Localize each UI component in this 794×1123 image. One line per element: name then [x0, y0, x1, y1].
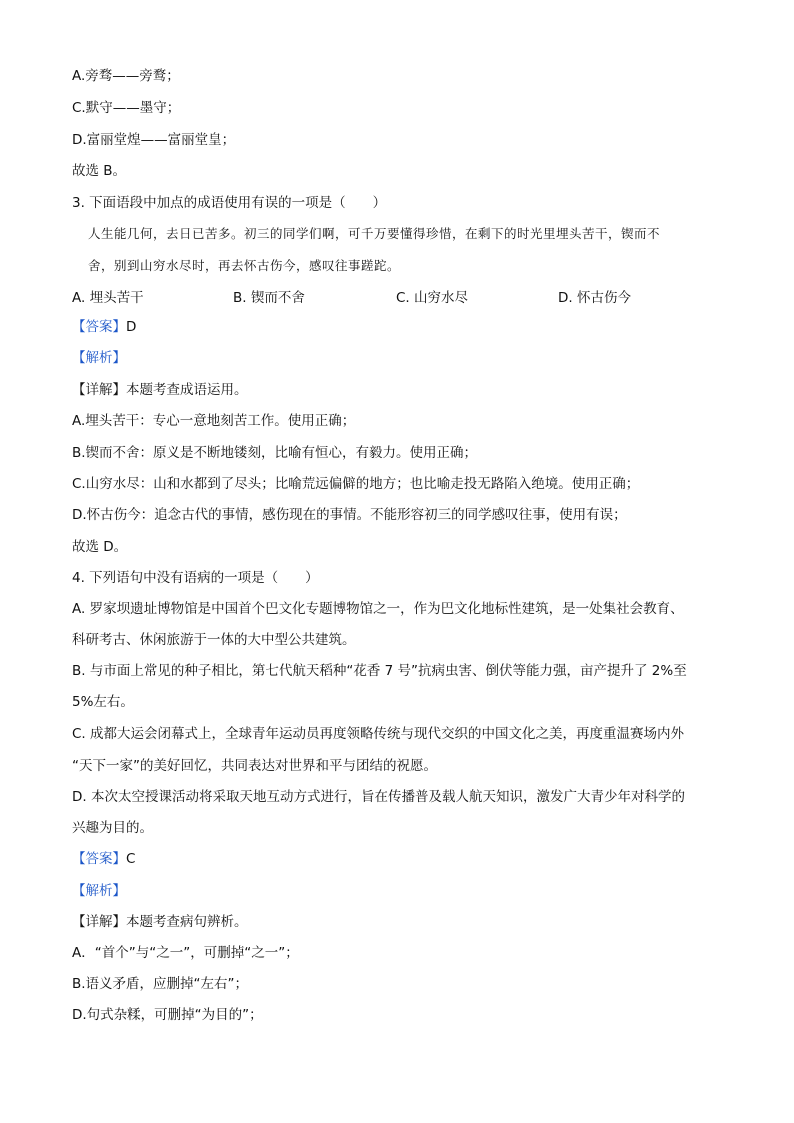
q3-answer: [72, 317, 136, 337]
q3-options: [72, 286, 722, 306]
q3-passage-line-2: 舍，别到山穷水尽时，再去怀古伤今，感叹往事蹉跎。: [88, 258, 401, 273]
analysis-tag: 【解析】: [72, 883, 126, 899]
answer-tag: 【答案】: [72, 319, 126, 335]
q3-explanation-a: A.埋头苦干：专心一意地刻苦工作。使用正确；: [72, 413, 356, 429]
q3-explanation-d: D.怀古伤今：追念古代的事情，感伤现在的事情。不能形容初三的同学感叹往事，使用有误；: [72, 507, 627, 523]
q2-option-d-correction: D.富丽堂煌——富丽堂皇；: [72, 132, 236, 148]
q4-option-b-line-1: B. 与市面上常见的种子相比，第七代航天稻种“花香 7 号”抗病虫害、倒伏等能力强，亩产提升了 2%至: [72, 663, 687, 679]
q2-option-a-correction: A.旁骛——旁鹜；: [72, 68, 180, 84]
q4-option-d-line-1: D. 本次太空授课活动将采取天地互动方式进行，旨在传播普及载人航天知识，激发广大青少年对科学的: [72, 789, 685, 805]
detail-tag: 【详解】: [72, 914, 126, 930]
q4-option-c-line-1: C. 成都大运会闭幕式上，全球青年运动员再度领略传统与现代交织的中国文化之美，再度重温赛场内外: [72, 726, 685, 742]
q4-stem: 4. 下列语句中没有语病的一项是（ ）: [72, 570, 319, 586]
q2-choice: 故选 B。: [72, 163, 127, 179]
q4-explanation-d: D.句式杂糅，可删掉“为目的”；: [72, 1007, 263, 1023]
q3-passage-line-1: 人生能几何，去日已苦多。初三的同学们啊，可千万要懂得珍惜，在剩下的时光里埋头苦干，锲而不: [88, 226, 661, 241]
q3-option-b: B. 锲而不舍: [233, 290, 305, 306]
q4-detail: [72, 912, 248, 932]
q4-option-a-line-1: A. 罗家坝遗址博物馆是中国首个巴文化专题博物馆之一，作为巴文化地标性建筑，是一处集社会教育、: [72, 601, 684, 617]
answer-tag: 【答案】: [72, 851, 126, 867]
q3-choice: 故选 D。: [72, 539, 128, 555]
q4-explanation-a: A．“首个”与“之一”，可删掉“之一”；: [72, 945, 299, 961]
q4-option-d-line-2: 兴趣为目的。: [72, 820, 153, 836]
answer-value: C: [126, 851, 136, 867]
q4-option-c-line-2: “天下一家”的美好回忆，共同表达对世界和平与团结的祝愿。: [72, 758, 437, 774]
q4-answer: [72, 849, 135, 869]
q4-option-b-line-2: 5%左右。: [72, 694, 134, 710]
q2-option-c-correction: C.默守——墨守；: [72, 100, 181, 116]
q3-analysis-tag: [72, 348, 126, 368]
q4-analysis-tag: [72, 881, 126, 901]
detail-text: 本题考查病句辨析。: [126, 914, 248, 930]
q4-explanation-b: B.语义矛盾，应删掉“左右”；: [72, 976, 249, 992]
detail-tag: 【详解】: [72, 382, 126, 398]
q3-option-d: D. 怀古伤今: [558, 290, 631, 306]
q4-option-a-line-2: 科研考古、休闲旅游于一体的大中型公共建筑。: [72, 632, 356, 648]
q3-explanation-b: B.锲而不舍：原义是不断地镂刻，比喻有恒心，有毅力。使用正确；: [72, 445, 478, 461]
q3-option-c: C. 山穷水尽: [396, 290, 469, 306]
q3-detail: [72, 380, 248, 400]
q3-stem: 3. 下面语段中加点的成语使用有误的一项是（ ）: [72, 195, 387, 211]
detail-text: 本题考查成语运用。: [126, 382, 248, 398]
analysis-tag: 【解析】: [72, 350, 126, 366]
q3-option-a: A. 埋头苦干: [72, 290, 144, 306]
answer-value: D: [126, 319, 137, 335]
q3-explanation-c: C.山穷水尽：山和水都到了尽头；比喻荒远偏僻的地方；也比喻走投无路陷入绝境。使用正确；: [72, 476, 640, 492]
